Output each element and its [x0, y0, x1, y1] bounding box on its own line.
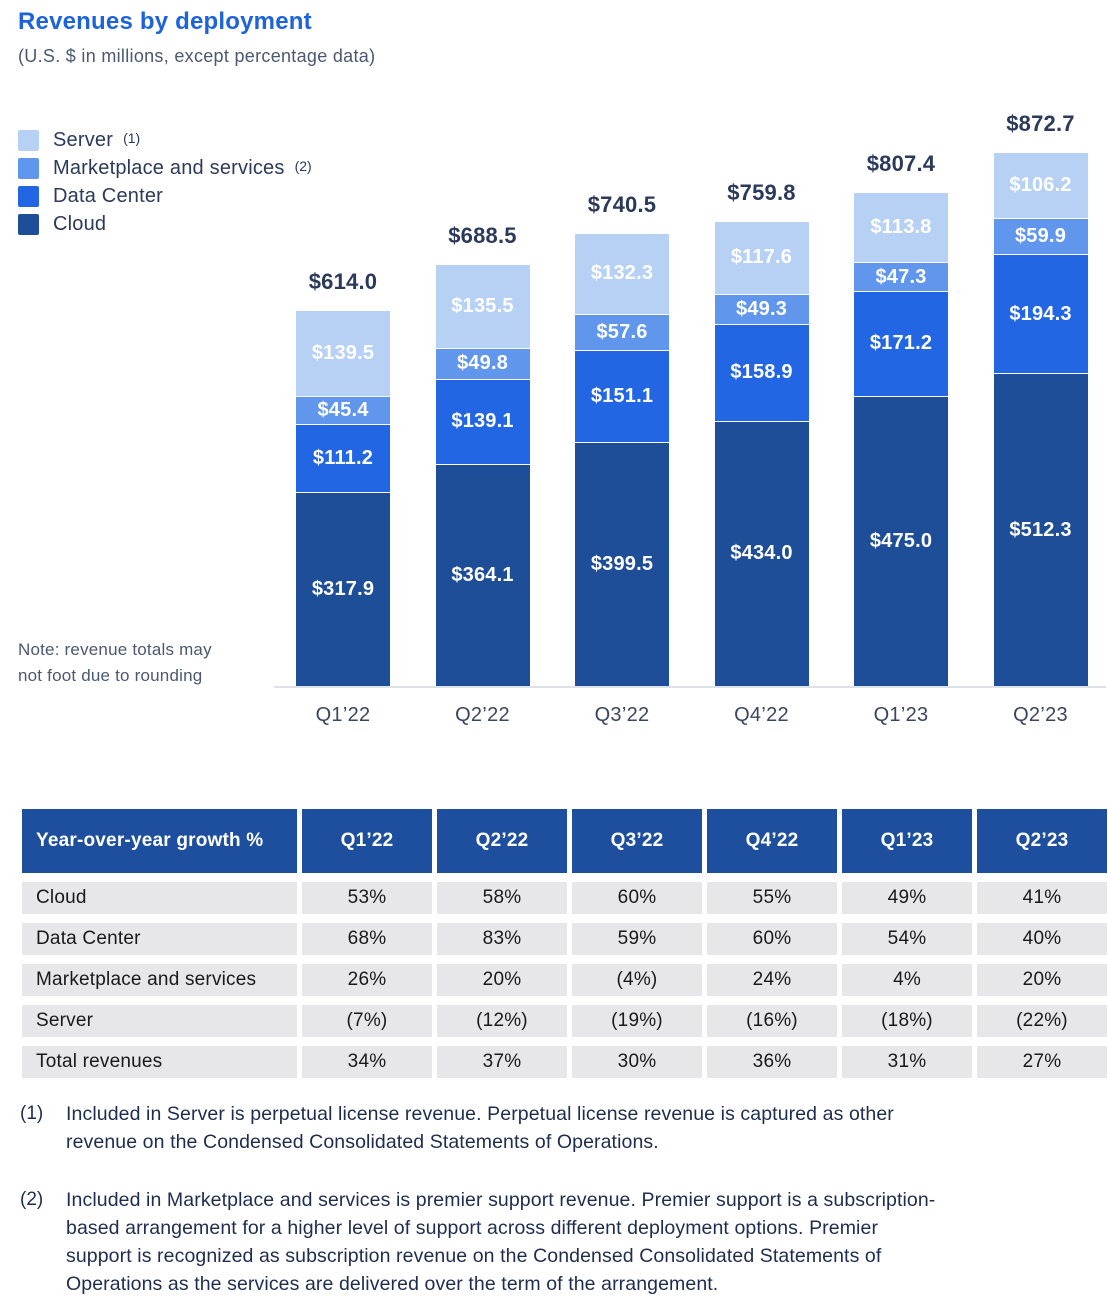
table-header-q1-22: Q1’22: [302, 809, 432, 873]
segment-value-label: $139.5: [311, 341, 375, 364]
segment-value-label: $139.1: [451, 410, 514, 433]
table-cell-data-center-q3-22: 59%: [572, 923, 702, 955]
bar-stack: [296, 311, 390, 686]
rounding-note-line2: not foot due to rounding: [18, 666, 203, 685]
bar-segment-marketplace-and-services: [715, 294, 809, 324]
bar-segment-data-center: [296, 424, 390, 492]
bar-segment-marketplace-and-services: [296, 396, 390, 424]
bar-segment-cloud: [436, 464, 530, 686]
segment-value-label: $151.1: [590, 384, 654, 407]
table-cell-marketplace-and-services-q1-22: 26%: [302, 964, 432, 996]
bar-total-label: $740.5: [587, 191, 657, 217]
bar-segment-server: [575, 234, 669, 315]
table-cell-data-center-q4-22: 60%: [707, 923, 837, 955]
bar-segment-server: [296, 311, 390, 396]
bar-stack: [715, 222, 809, 686]
table-cell-server-q1-22: (7%): [302, 1005, 432, 1037]
table-cell-cloud-q1-22: 53%: [302, 882, 432, 914]
footnote-2-marker: (2): [20, 1189, 44, 1210]
table-cell-cloud-q3-22: 60%: [572, 882, 702, 914]
table-row-label-server: Server: [22, 1005, 297, 1037]
bar-segment-data-center: [575, 350, 669, 442]
footnote-2-text: Included in Marketplace and services is premier support revenue. Premier support is a subscription-based arrangement for a higher level of support across different deployment options. Premier support is recognized as subscription revenue on the Condensed Consolidated Statements of Operations as the services are delivered over the term of the arrangement.: [66, 1189, 936, 1295]
table-cell-data-center-q1-22: 68%: [302, 923, 432, 955]
bar-total-label: $872.7: [1006, 110, 1075, 136]
footnote-1-marker: (1): [20, 1103, 44, 1124]
table-header-label: Year-over-year growth %: [22, 809, 297, 873]
segment-value-label: $113.8: [870, 216, 932, 239]
segment-value-label: $317.9: [311, 577, 375, 600]
segment-value-label: $399.5: [590, 552, 654, 575]
table-cell-total-revenues-q4-22: 36%: [707, 1046, 837, 1078]
bar-total-label: $807.4: [866, 150, 936, 176]
segment-value-label: $475.0: [869, 529, 933, 552]
legend-label: Data Center: [53, 185, 164, 207]
rounding-note: [18, 637, 212, 689]
legend-footnote-ref: (1): [123, 129, 141, 146]
bar-segment-cloud: [575, 442, 669, 686]
bar-segment-server: [994, 153, 1088, 218]
table-header-q2-23: Q2’23: [977, 809, 1107, 873]
segment-value-label: $194.3: [1009, 302, 1072, 325]
table-cell-server-q4-22: (16%): [707, 1005, 837, 1037]
table-cell-total-revenues-q3-22: 30%: [572, 1046, 702, 1078]
bar-group-q2-23: [994, 111, 1088, 686]
table-cell-marketplace-and-services-q2-22: 20%: [437, 964, 567, 996]
table-header-q1-23: Q1’23: [842, 809, 972, 873]
legend-label: Marketplace and services: [53, 157, 285, 179]
page-subtitle: (U.S. $ in millions, except percentage data): [18, 46, 376, 66]
bar-stack: [994, 153, 1088, 686]
table-row-label-cloud: Cloud: [22, 882, 297, 914]
x-axis-label-q3-22: Q3’22: [594, 704, 650, 726]
table-cell-server-q3-22: (19%): [572, 1005, 702, 1037]
bar-group-q1-22: [296, 269, 390, 686]
bar-stack: [575, 234, 669, 686]
legend-label: Cloud: [53, 213, 107, 235]
footnotes: [20, 1100, 1100, 1300]
bar-segment-cloud: [715, 421, 809, 686]
x-axis-label-q2-23: Q2’23: [1013, 704, 1068, 726]
bar-group-q1-23: [854, 151, 948, 686]
bar-stack: [854, 193, 948, 686]
x-axis-label-q2-22: Q2’22: [455, 704, 510, 726]
table-cell-marketplace-and-services-q1-23: 4%: [842, 964, 972, 996]
page-title: Revenues by deployment: [18, 8, 312, 35]
bar-segment-marketplace-and-services: [575, 314, 669, 349]
bar-segment-data-center: [994, 254, 1088, 373]
table-cell-cloud-q2-22: 58%: [437, 882, 567, 914]
bar-group-q4-22: [715, 180, 809, 686]
segment-value-label: $47.3: [875, 265, 927, 288]
legend-label: Server: [53, 129, 114, 151]
table-cell-cloud-q1-23: 49%: [842, 882, 972, 914]
table-cell-total-revenues-q1-23: 31%: [842, 1046, 972, 1078]
segment-value-label: $158.9: [730, 361, 793, 384]
bar-segment-cloud: [994, 373, 1088, 686]
segment-value-label: $171.2: [869, 332, 933, 355]
table-cell-server-q2-22: (12%): [437, 1005, 567, 1037]
segment-value-label: $132.3: [590, 262, 654, 285]
segment-value-label: $434.0: [730, 542, 793, 565]
table-cell-total-revenues-q2-23: 27%: [977, 1046, 1107, 1078]
table-cell-data-center-q2-23: 40%: [977, 923, 1107, 955]
segment-value-label: $49.3: [735, 297, 788, 320]
segment-value-label: $57.6: [596, 321, 648, 343]
table-row-label-data-center: Data Center: [22, 923, 297, 955]
table-cell-data-center-q2-22: 83%: [437, 923, 567, 955]
bar-segment-marketplace-and-services: [854, 262, 948, 291]
segment-value-label: $106.2: [1009, 173, 1072, 196]
table-cell-data-center-q1-23: 54%: [842, 923, 972, 955]
bar-segment-server: [854, 193, 948, 263]
bar-total-label: $614.0: [308, 268, 378, 294]
table-header-q2-22: Q2’22: [437, 809, 567, 873]
table-cell-marketplace-and-services-q3-22: (4%): [572, 964, 702, 996]
table-cell-cloud-q2-23: 41%: [977, 882, 1107, 914]
table-cell-cloud-q4-22: 55%: [707, 882, 837, 914]
segment-value-label: $49.8: [456, 352, 509, 375]
bar-segment-cloud: [854, 396, 948, 686]
bar-segment-marketplace-and-services: [436, 348, 530, 378]
table-row-label-total-revenues: Total revenues: [22, 1046, 297, 1078]
segment-value-label: $111.2: [312, 446, 374, 469]
table-header-q4-22: Q4’22: [707, 809, 837, 873]
segment-value-label: $117.6: [730, 246, 793, 269]
bar-segment-data-center: [854, 291, 948, 396]
bar-group-q3-22: [575, 192, 669, 686]
table-cell-marketplace-and-services-q4-22: 24%: [707, 964, 837, 996]
bar-segment-data-center: [715, 324, 809, 421]
table-row-label-marketplace-and-services: Marketplace and services: [22, 964, 297, 996]
x-axis-line: [274, 686, 1106, 688]
table-header-q3-22: Q3’22: [572, 809, 702, 873]
table-cell-marketplace-and-services-q2-23: 20%: [977, 964, 1107, 996]
bar-total-label: $759.8: [727, 179, 796, 205]
table-cell-server-q1-23: (18%): [842, 1005, 972, 1037]
rounding-note-line1: Note: revenue totals may: [18, 640, 212, 659]
bar-segment-data-center: [436, 379, 530, 464]
bar-total-label: $688.5: [448, 223, 517, 249]
footnote-2: [20, 1186, 1100, 1298]
footnote-1: [20, 1100, 1100, 1156]
segment-value-label: $364.1: [451, 563, 514, 586]
bar-group-q2-22: [436, 223, 530, 686]
bar-segment-server: [436, 265, 530, 348]
table-cell-total-revenues-q1-22: 34%: [302, 1046, 432, 1078]
bar-segment-marketplace-and-services: [994, 218, 1088, 255]
table-cell-server-q2-23: (22%): [977, 1005, 1107, 1037]
segment-value-label: $512.3: [1009, 518, 1072, 541]
footnote-1-text: Included in Server is perpetual license revenue. Perpetual license revenue is captured as other revenue on the Condensed Consolidated Statements of Operations.: [66, 1103, 894, 1153]
table-cell-total-revenues-q2-22: 37%: [437, 1046, 567, 1078]
x-axis-label-q1-22: Q1’22: [315, 704, 371, 726]
x-axis-label-q1-23: Q1’23: [873, 704, 929, 726]
yoy-growth-table: [22, 809, 1107, 1078]
segment-value-label: $135.5: [451, 295, 514, 318]
bar-segment-cloud: [296, 492, 390, 686]
legend-footnote-ref: (2): [294, 157, 312, 174]
segment-value-label: $45.4: [317, 398, 369, 421]
x-axis-label-q4-22: Q4’22: [734, 704, 789, 726]
segment-value-label: $59.9: [1014, 225, 1067, 247]
bar-stack: [436, 265, 530, 686]
bar-segment-server: [715, 222, 809, 294]
